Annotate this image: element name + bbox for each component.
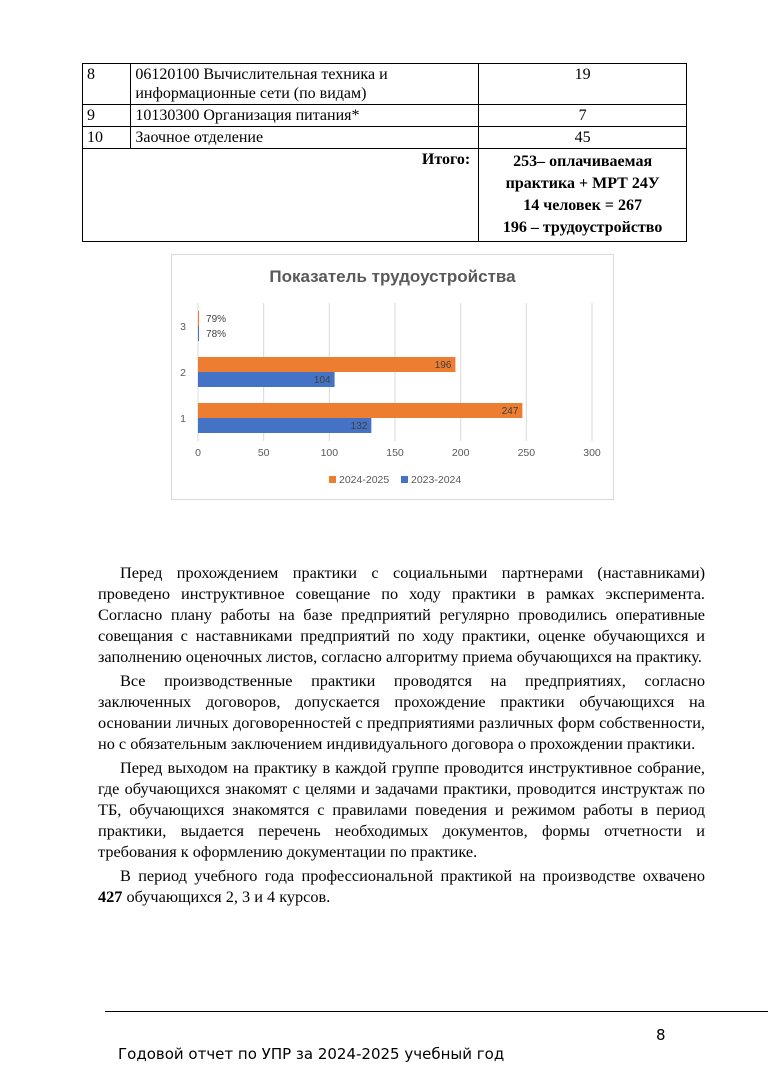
row-value: 19 [479,64,687,105]
row-value: 7 [479,105,687,127]
category-label: 2 [180,367,186,379]
bar [198,403,522,418]
chart-plot [172,255,613,499]
page-number: 8 [656,1026,666,1044]
total-label: Итого: [83,149,479,242]
x-tick-label: 0 [195,447,201,459]
x-tick-label: 100 [320,447,339,459]
summary-text-end: обучающихся 2, 3 и 4 курсов. [122,887,331,906]
row-name [131,64,479,105]
x-tick-label: 250 [517,447,536,459]
table-row [83,105,687,127]
data-label: 78% [206,329,227,340]
summary-text-start: В период учебного года профессиональной практикой на производстве охвачено [120,866,705,885]
data-label: 104 [313,375,331,386]
data-label: 196 [434,360,452,371]
table-row [83,127,687,149]
row-name-line: информационные сети (по видам) [135,85,367,102]
bar [198,311,199,326]
row-value: 45 [479,127,687,149]
data-label: 132 [350,421,368,432]
chart-title: Показатель трудоустройства [269,267,516,286]
x-tick-label: 50 [257,447,270,459]
total-value [479,149,687,242]
x-tick-label: 200 [451,447,470,459]
paragraph: Перед выходом на практику в каждой группе проводится инструктивное собрание, где обучающихся знакомят с целями и задачами практики, проводится инструктаж по ТБ, обучающихся знакомятся с правилами поведения и режимом работы в период практики, выдается перечень необходимых документов, формы отчетности и требования к оформлению документации по практике. [98,758,705,861]
legend-swatch [329,476,336,483]
footer-title: Годовой отчет по УПР за 2024-2025 учебный год [118,1045,505,1063]
x-tick-label: 150 [386,447,404,459]
row-name: 10130300 Организация питания* [131,105,479,127]
table-row [83,64,687,105]
category-label: 3 [180,321,186,333]
row-number: 8 [83,64,131,105]
students-count: 427 [98,887,123,906]
paragraph-summary [98,865,705,907]
row-number: 10 [83,127,131,149]
total-line: 196 – трудоустройство [502,219,663,236]
paragraph: Все производственные практики проводятся на предприятиях, согласно заключенных договоров, допускается прохождение практики обучающихся на основании личных договоренностей с предприятиями различных форм собственности, но с обязательным заключением индивидуального договора о прохождении практики. [98,671,705,753]
paragraph: Перед прохождением практики с социальными партнерами (наставниками) проведено инструктивное совещание по ходу практики в рамках эксперимента. Согласно плану работы на базе предприятий регулярно проводились оперативные совещания с наставниками предприятий по ходу практики, оценке обучающихся и заполнению оценочных листов, согласно алгоритму приема обучающихся на практику. [98,563,705,666]
bar [198,418,371,433]
footer-divider [105,1011,768,1012]
row-number: 9 [83,105,131,127]
legend-swatch [401,476,408,483]
category-label: 1 [180,413,186,425]
table-total-row [83,149,687,242]
bar [198,357,455,372]
data-label: 79% [206,314,227,325]
total-line: практика + МРТ 24У [505,175,660,192]
body-text [98,562,705,907]
row-name-line: 06120100 Вычислительная техника и [135,66,388,83]
data-label: 247 [501,406,519,417]
legend-label: 2023-2024 [411,474,462,486]
bar [198,326,199,341]
total-line: 14 человек = 267 [523,197,642,214]
total-line: 253– оплачиваемая [513,153,653,170]
row-name: Заочное отделение [131,127,479,149]
legend-label: 2024-2025 [339,474,390,486]
enrollment-table [82,63,687,242]
employment-chart [171,254,614,500]
x-tick-label: 300 [583,447,601,459]
